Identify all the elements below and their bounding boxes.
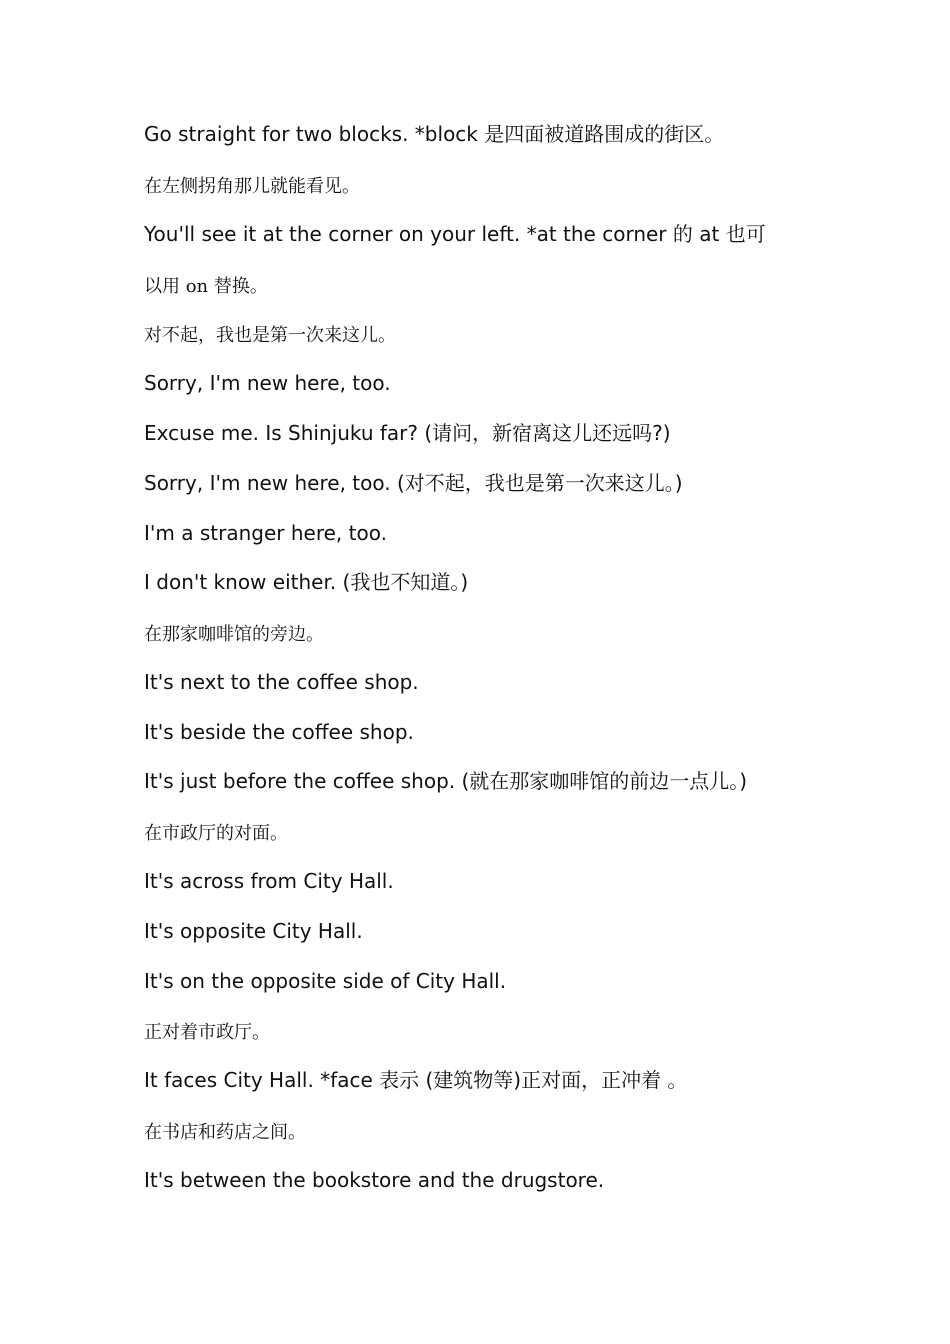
text-line: It's next to the coffee shop. [144, 670, 419, 694]
text-line: I'm a stranger here, too. [144, 521, 387, 545]
text-line: It's just before the coffee shop. (就在那家咖啡馆的前边一点儿。) [144, 769, 748, 793]
text-line: It faces City Hall. *face 表示 (建筑物等)正对面，正冲着 。 [144, 1068, 688, 1092]
text-line: Excuse me. Is Shinjuku far? (请问，新宿离这儿还远吗?) [144, 421, 671, 445]
text-line: Sorry, I'm new here, too. [144, 371, 391, 395]
text-line: It's opposite City Hall. [144, 919, 363, 943]
text-line: You'll see it at the corner on your left. *at the corner 的 at 也可 [144, 222, 766, 246]
text-line: 以用 on 替换。 [144, 276, 268, 297]
text-line: It's across from City Hall. [144, 869, 394, 893]
text-line: 在左侧拐角那儿就能看见。 [144, 176, 360, 197]
text-line: It's on the opposite side of City Hall. [144, 969, 507, 993]
text-line: Go straight for two blocks. *block 是四面被道路围成的街区。 [144, 122, 725, 146]
text-line: 正对着市政厅。 [144, 1022, 270, 1043]
text-line: 对不起，我也是第一次来这儿。 [144, 325, 396, 346]
text-line: 在书店和药店之间。 [144, 1122, 306, 1143]
text-line: 在那家咖啡馆的旁边。 [144, 624, 324, 645]
text-line: Sorry, I'm new here, too. (对不起，我也是第一次来这儿。) [144, 471, 683, 495]
text-line: It's between the bookstore and the drugstore. [144, 1168, 605, 1192]
text-line: It's beside the coffee shop. [144, 720, 414, 744]
text-line: I don't know either. (我也不知道。) [144, 570, 469, 594]
text-line: 在市政厅的对面。 [144, 823, 288, 844]
